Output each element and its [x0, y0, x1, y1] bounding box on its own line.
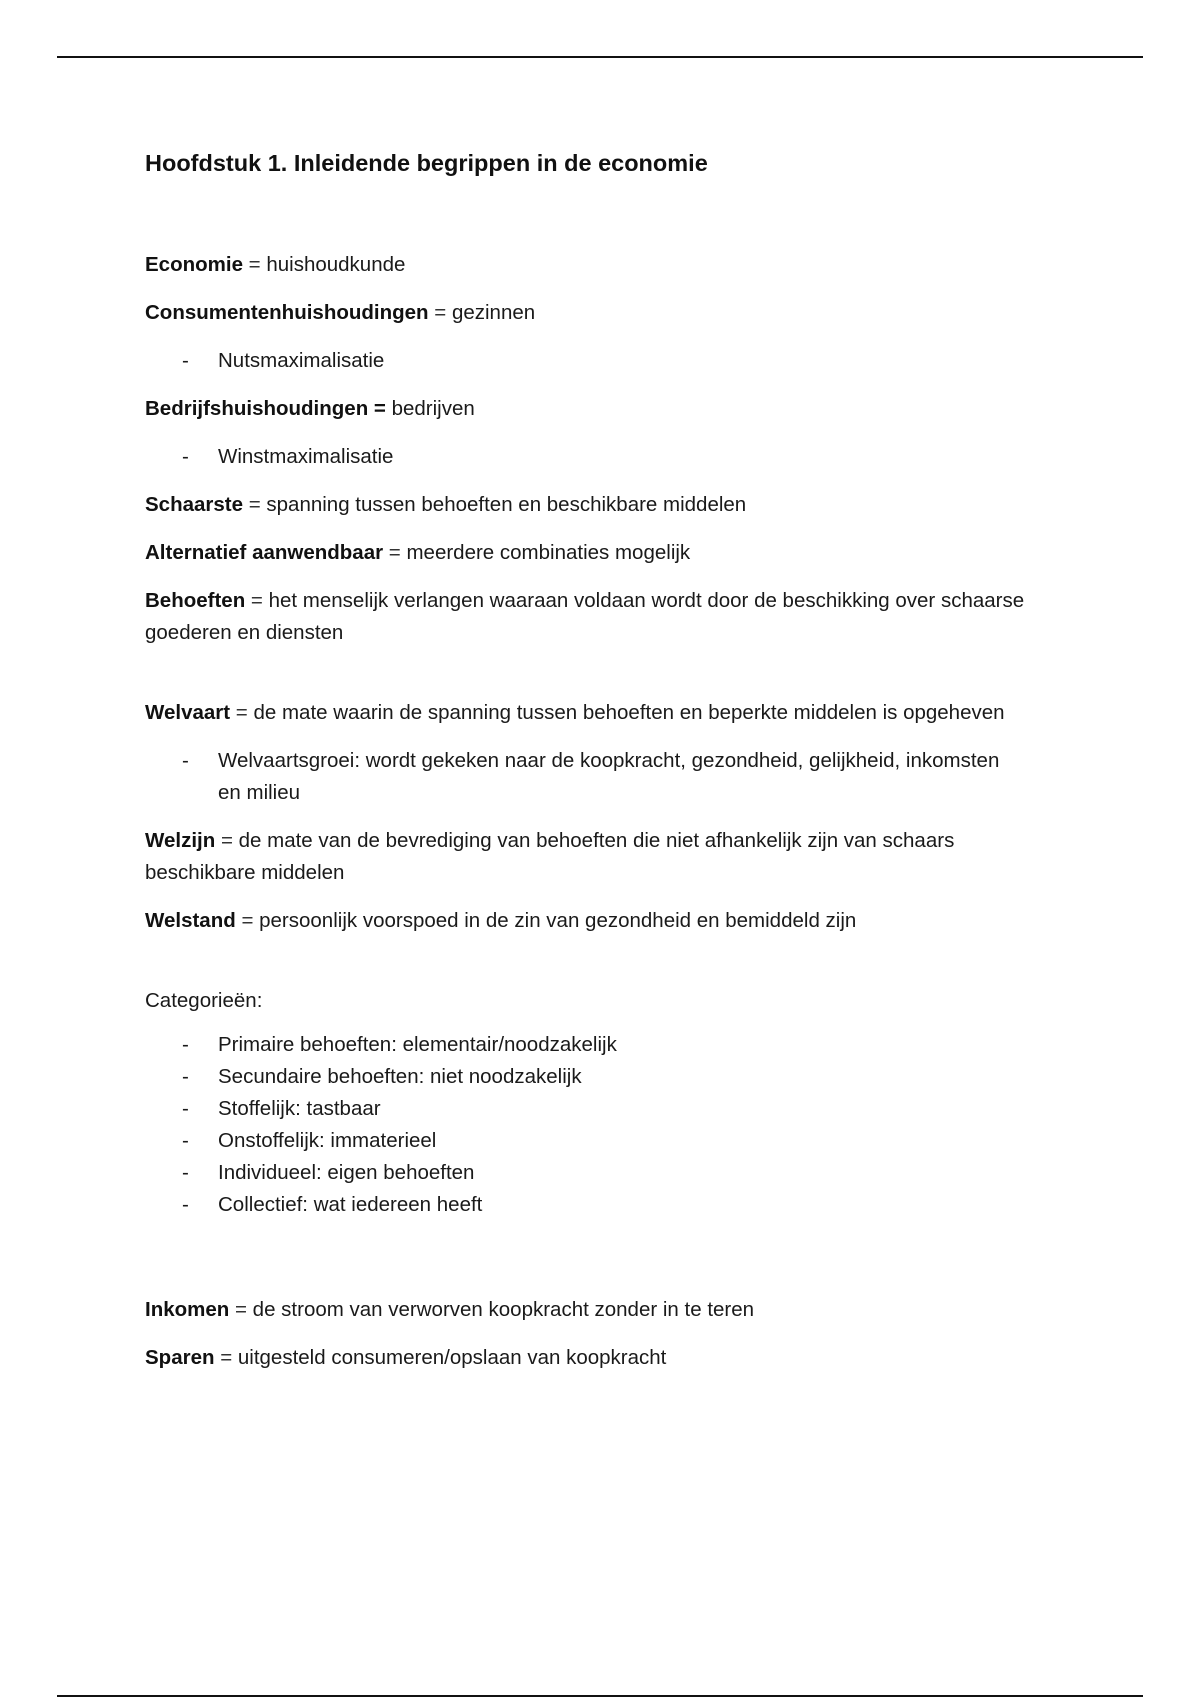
- list-item: [145, 1125, 1025, 1157]
- definition-text: uitgesteld consumeren/opslaan van koopkracht: [237, 1346, 667, 1369]
- dash-bullet: -: [182, 445, 189, 468]
- definition-equals: =: [215, 829, 239, 852]
- definition-equals: =: [229, 1298, 253, 1321]
- definition-equals: =: [383, 541, 407, 564]
- dash-bullet: -: [182, 1097, 189, 1120]
- categories-list: [145, 1029, 1025, 1221]
- list-item-text: Welvaartsgroei: wordt gekeken naar de koopkracht, gezondheid, gelijkheid, inkomsten en milieu: [218, 749, 1000, 804]
- list-item: [145, 345, 1025, 377]
- definition-term: Consumentenhuishoudingen: [145, 301, 429, 324]
- definition-equals: =: [243, 493, 267, 516]
- definition-term: Inkomen: [145, 1298, 230, 1321]
- definition-text: het menselijk verlangen waaraan voldaan wordt door de beschikking over schaarse goederen en diensten: [145, 589, 1025, 644]
- dash-bullet: -: [182, 1193, 189, 1216]
- definition-term: Welzijn: [145, 829, 216, 852]
- list-item-text: Individueel: eigen behoeften: [218, 1161, 475, 1184]
- document-page: [145, 140, 1025, 1390]
- welvaart-list: [145, 745, 1025, 809]
- definition-text: bedrijven: [391, 397, 475, 420]
- dash-bullet: -: [182, 349, 189, 372]
- definition-term: Economie: [145, 253, 243, 276]
- definition-equals: =: [235, 909, 260, 932]
- list-item-text: Onstoffelijk: immaterieel: [218, 1129, 437, 1152]
- definition-inkomen: [145, 1294, 1025, 1326]
- list-item: [145, 1061, 1025, 1093]
- definition-text: persoonlijk voorspoed in de zin van gezondheid en bemiddeld zijn: [259, 909, 857, 932]
- list-item-text: Primaire behoeften: elementair/noodzakelijk: [218, 1033, 617, 1056]
- definition-equals: =: [245, 589, 269, 612]
- definition-equals: =: [242, 253, 267, 276]
- list-item-text: Winstmaximalisatie: [218, 445, 394, 468]
- list-item-text: Nutsmaximalisatie: [218, 349, 385, 372]
- dash-bullet: -: [182, 749, 189, 772]
- definition-equals: =: [230, 701, 254, 724]
- list-item: [145, 1093, 1025, 1125]
- list-item-text: Stoffelijk: tastbaar: [218, 1097, 381, 1120]
- definition-term: Welvaart: [145, 701, 231, 724]
- definition-term: Behoeften: [145, 589, 246, 612]
- header-rule: [57, 56, 1143, 58]
- definition-bedrijfshuishoudingen: [145, 393, 1025, 425]
- definition-text: de mate waarin de spanning tussen behoeften en beperkte middelen is opgeheven: [253, 701, 1005, 724]
- definition-equals: =: [428, 301, 452, 324]
- consument-list: [145, 345, 1025, 377]
- categories-heading: Categorieën:: [145, 989, 263, 1012]
- definition-text: huishoudkunde: [266, 253, 406, 276]
- list-item: [145, 1189, 1025, 1221]
- definition-schaarste: [145, 489, 1025, 521]
- definition-text: de mate van de bevrediging van behoeften die niet afhankelijk zijn van schaars beschikbare middelen: [145, 829, 955, 884]
- definition-text: gezinnen: [451, 301, 536, 324]
- bedrijf-list: [145, 441, 1025, 473]
- definition-term: Welstand: [145, 909, 236, 932]
- definition-term: Sparen: [145, 1346, 215, 1369]
- definition-welzijn: [145, 825, 1025, 889]
- page-title: Hoofdstuk 1. Inleidende begrippen in de economie: [145, 150, 708, 176]
- definition-text: spanning tussen behoeften en beschikbare middelen: [266, 493, 747, 516]
- definition-behoeften: [145, 585, 1025, 649]
- list-item: [145, 1157, 1025, 1189]
- dash-bullet: -: [182, 1161, 189, 1184]
- definition-economie: [145, 249, 1025, 281]
- footer-rule: [57, 1695, 1143, 1697]
- list-item: [145, 441, 1025, 473]
- definition-consumentenhuishoudingen: [145, 297, 1025, 329]
- definition-term: Bedrijfshuishoudingen =: [145, 397, 386, 420]
- definition-welstand: [145, 905, 1025, 937]
- dash-bullet: -: [182, 1129, 189, 1152]
- list-item: [145, 745, 1025, 809]
- list-item: [145, 1029, 1025, 1061]
- definition-term: Schaarste: [145, 493, 244, 516]
- definition-sparen: [145, 1342, 1025, 1374]
- dash-bullet: -: [182, 1033, 189, 1056]
- definition-welvaart: [145, 697, 1025, 729]
- definition-equals: =: [214, 1346, 238, 1369]
- list-item-text: Secundaire behoeften: niet noodzakelijk: [218, 1065, 582, 1088]
- definition-term: Alternatief aanwendbaar: [145, 541, 384, 564]
- dash-bullet: -: [182, 1065, 189, 1088]
- list-item-text: Collectief: wat iedereen heeft: [218, 1193, 483, 1216]
- definition-alternatief-aanwendbaar: [145, 537, 1025, 569]
- definition-text: meerdere combinaties mogelijk: [406, 541, 691, 564]
- definition-text: de stroom van verworven koopkracht zonder in te teren: [252, 1298, 755, 1321]
